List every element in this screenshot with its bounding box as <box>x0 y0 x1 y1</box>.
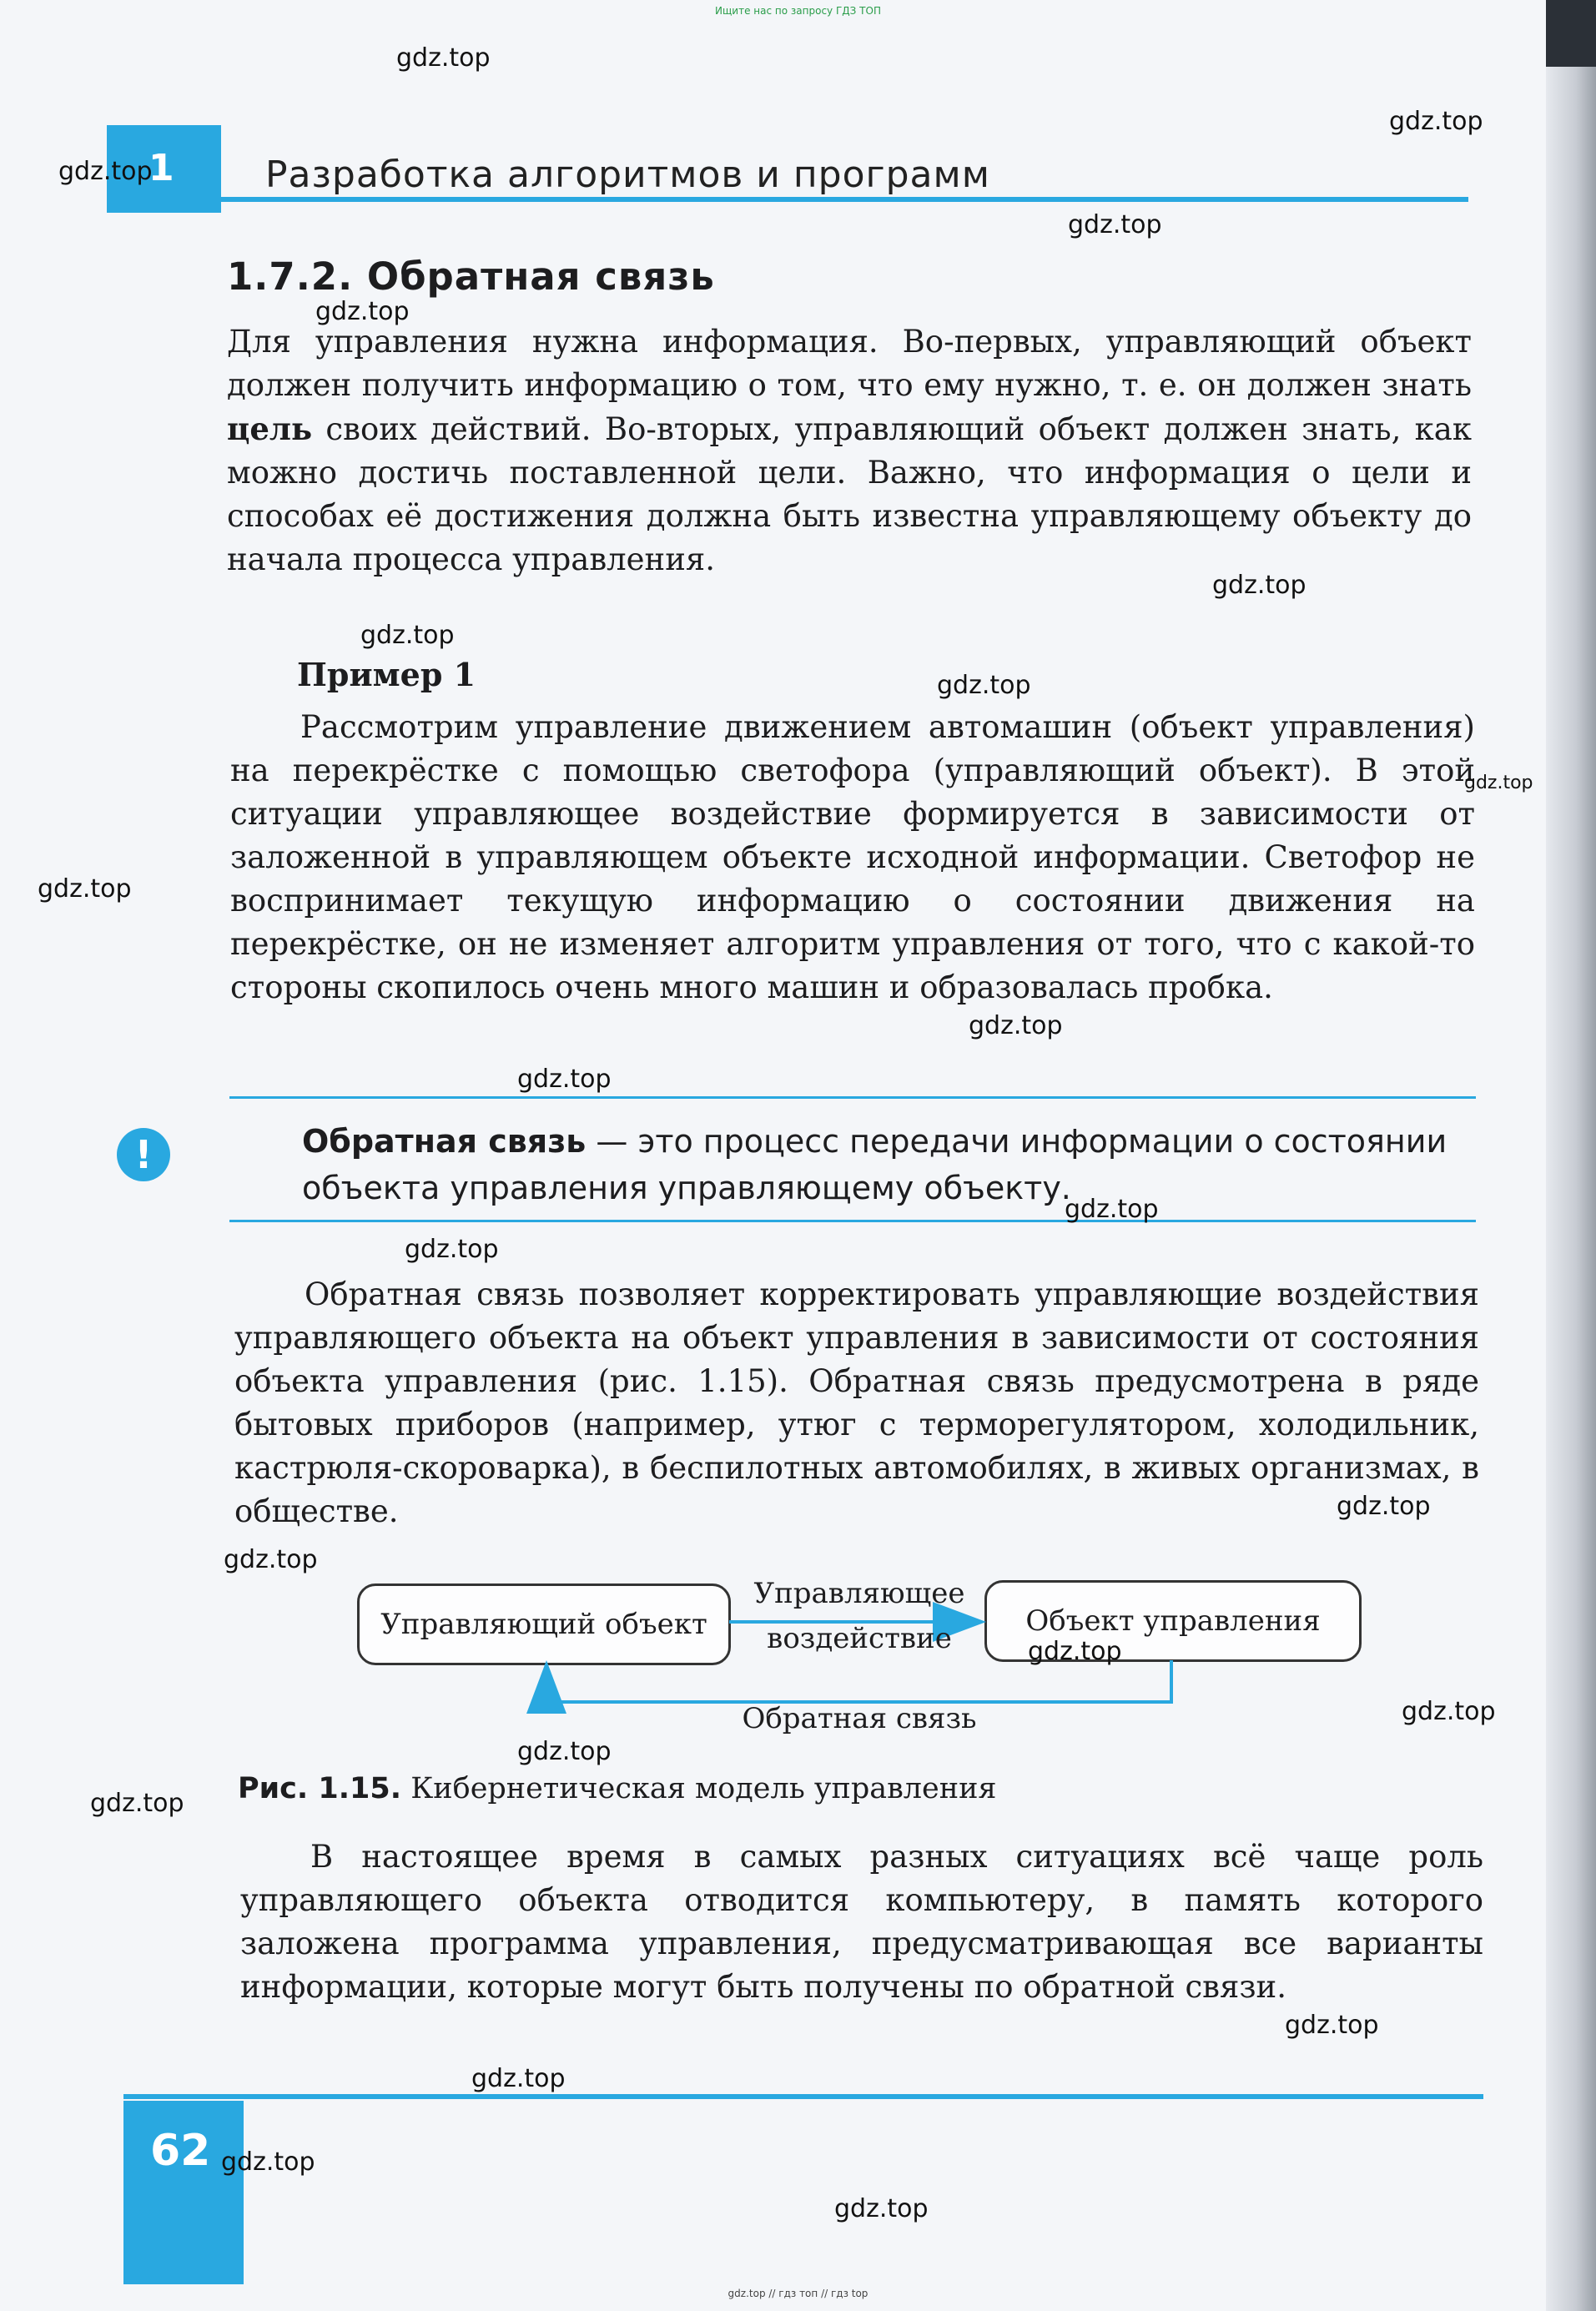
figure-caption-number: Рис. 1.15. <box>238 1772 402 1805</box>
figure-caption <box>238 1772 997 1805</box>
watermark: gdz.top <box>396 43 491 73</box>
watermark: gdz.top <box>90 1789 184 1818</box>
feedback-text: Обратная связь позволяет корректировать управляющие воздействия управляющего объекта на объект управления в зависимости от состояния объекта управления (рис. 1.15). Обратная связь предусмотрена в ряде бытовых приборов (например, утюг с терморегулятором, холодильник, кастрюля-скороварка), в беспилотных автомобилях, в живых организмах, в обществе. <box>234 1276 1479 1529</box>
bottom-rule <box>123 2094 1483 2099</box>
control-arrow-label-1: Управляющее <box>753 1577 965 1610</box>
intro-bold-term: цель <box>227 410 313 447</box>
watermark: gdz.top <box>224 1545 318 1574</box>
chapter-title: Разработка алгоритмов и программ <box>265 154 990 196</box>
watermark: gdz.top <box>834 2194 929 2223</box>
controller-label: Управляющий объект <box>380 1608 707 1641</box>
definition-text: — это процесс передачи информации о состоянии объекта управления управляющему объекту. <box>302 1123 1447 1206</box>
definition-term: Обратная связь <box>302 1123 587 1160</box>
exclamation-icon: ! <box>117 1128 170 1181</box>
feedback-paragraph <box>234 1273 1479 1533</box>
watermark: gdz.top <box>1212 571 1307 600</box>
final-text: В настоящее время в самых разных ситуациях всё чаще роль управляющего объекта отводится компьютеру, в память которого заложена программа управления, предусматривающая все варианты информации, которые могут быть получены по обратной связи. <box>240 1839 1483 2005</box>
watermark: gdz.top <box>405 1235 499 1264</box>
watermark: gdz.top <box>58 157 153 186</box>
watermark: gdz.top <box>315 297 410 326</box>
watermark: gdz.top <box>937 671 1031 700</box>
watermark: gdz.top <box>1337 1492 1431 1521</box>
intro-text-2: своих действий. Во-вторых, управляющий объект должен знать, как можно достичь поставленной цели. Важно, что информация о цели и способах её достижения должна быть известна управляющему объекту до начала процесса управления. <box>227 411 1472 577</box>
intro-paragraph <box>227 320 1472 582</box>
final-paragraph <box>240 1835 1483 2009</box>
watermark: gdz.top <box>969 1011 1063 1040</box>
watermark: gdz.top <box>517 1737 612 1766</box>
bottom-link[interactable]: gdz.top // гдз топ // гдз top <box>728 2288 868 2299</box>
watermark: gdz.top <box>1402 1697 1496 1726</box>
watermark: gdz.top <box>1464 773 1533 793</box>
watermark: gdz.top <box>360 621 455 650</box>
feedback-arrow <box>546 1660 1171 1702</box>
watermark: gdz.top <box>1068 210 1162 239</box>
figure-caption-text: Кибернетическая модель управления <box>410 1772 997 1805</box>
definition-block <box>302 1118 1477 1211</box>
control-arrow-label-2: воздействие <box>767 1622 952 1655</box>
page-number: 62 <box>150 2126 211 2176</box>
watermark: gdz.top <box>221 2147 315 2177</box>
chapter-underline <box>107 197 1468 202</box>
example-text: Рассмотрим управление движением автомашин (объект управления) на перекрёстке с помощью светофора (управляющий объект). В этой ситуации управляющее воздействие формируется в зависимости от заложенной в управляющем объекте исходной информации. Светофор не воспринимает текущую информацию о состоянии движения на перекрёстке, он не изменяет алгоритм управления от того, что с какой-то стороны скопилось очень много машин и образовалась пробка. <box>230 709 1475 1005</box>
intro-text-1: Для управления нужна информация. Во-первых, управляющий объект должен получить информацию о том, что ему нужно, т. е. он должен знать <box>227 324 1472 403</box>
watermark: gdz.top <box>1285 2011 1379 2040</box>
feedback-arrow-label: Обратная связь <box>742 1702 977 1735</box>
watermark: gdz.top <box>1389 107 1483 136</box>
definition-bottom-rule <box>229 1220 1476 1222</box>
watermark: gdz.top <box>38 874 132 904</box>
watermark: gdz.top <box>471 2064 566 2093</box>
controller-box <box>357 1583 731 1665</box>
chapter-number: 1 <box>149 147 174 189</box>
watermark: gdz.top <box>1028 1637 1122 1666</box>
definition-top-rule <box>229 1096 1476 1099</box>
page-edge-shadow <box>1546 0 1596 2311</box>
section-title: 1.7.2. Обратная связь <box>227 254 715 299</box>
controlled-object-label: Объект управления <box>1025 1604 1321 1638</box>
watermark: gdz.top <box>1065 1195 1159 1224</box>
top-link[interactable]: Ищите нас по запросу ГДЗ ТОП <box>715 5 881 17</box>
example-title: Пример 1 <box>297 656 476 693</box>
watermark: gdz.top <box>517 1065 612 1094</box>
example-paragraph <box>230 706 1475 1009</box>
